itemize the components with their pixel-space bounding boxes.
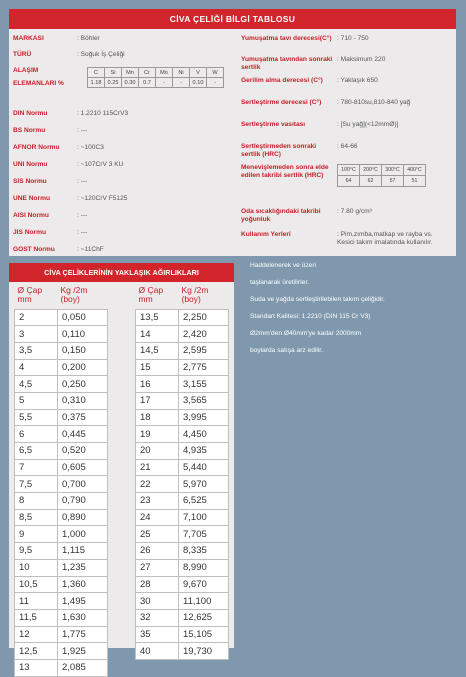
- weight-cell: 1,775: [58, 626, 108, 643]
- diameter-cell: 27: [136, 559, 179, 576]
- norm-value: : ---: [77, 178, 88, 185]
- weight-cell: 0,520: [58, 443, 108, 460]
- diameter-cell: 8,5: [15, 509, 58, 526]
- weights-table-right: [135, 285, 229, 660]
- diameter-cell: 16: [136, 376, 179, 393]
- weight-cell: 15,105: [179, 626, 229, 643]
- table-row: [136, 609, 229, 626]
- hardness-cell: 62: [360, 176, 382, 187]
- weights-header-row: [15, 285, 108, 309]
- usage-label: Kullanım Yerleri: [241, 231, 291, 238]
- hardened-hardness-row: [241, 143, 358, 158]
- table-row: [15, 609, 108, 626]
- element-value: 0.7: [139, 78, 156, 88]
- weight-cell: 3,565: [179, 392, 229, 409]
- weight-cell: 9,670: [179, 576, 229, 593]
- tempering-values-row: [338, 176, 426, 187]
- weight-header: [58, 285, 108, 309]
- weights-title: CİVA ÇELİKLERİNİN YAKLAŞIK AĞIRLIKLARI: [9, 263, 234, 282]
- weights-card: [9, 263, 234, 674]
- table-row: [15, 543, 108, 560]
- norm-row-gost: [13, 246, 104, 254]
- diameter-cell: 4: [15, 359, 58, 376]
- table-row: [15, 526, 108, 543]
- diameter-header: [136, 285, 179, 309]
- diameter-cell: 9: [15, 526, 58, 543]
- weights-header-row: [136, 285, 229, 309]
- table-row: [15, 593, 108, 610]
- diameter-cell: 23: [136, 493, 179, 510]
- diameter-header-line1: Ø Çap: [138, 285, 164, 295]
- diameter-cell: 18: [136, 409, 179, 426]
- diameter-cell: 3: [15, 326, 58, 343]
- diameter-cell: 25: [136, 526, 179, 543]
- property-label: Sertleştirmeden sonraki sertlik (HRC): [241, 143, 317, 158]
- element-value: -: [156, 78, 173, 88]
- weight-cell: 19,730: [179, 643, 229, 660]
- table-row: [15, 426, 108, 443]
- norm-value: : ---: [77, 229, 88, 236]
- table-row: [15, 559, 108, 576]
- diameter-cell: 10,5: [15, 576, 58, 593]
- table-row: [136, 493, 229, 510]
- table-row: [15, 376, 108, 393]
- diameter-cell: 5: [15, 392, 58, 409]
- weights-table-left: [14, 285, 108, 677]
- norm-label: GOST Normu: [13, 246, 55, 253]
- weight-cell: 2,250: [179, 309, 229, 326]
- diameter-cell: 7,5: [15, 476, 58, 493]
- diameter-cell: 30: [136, 593, 179, 610]
- density-label: Oda sıcaklığındaki takribi yoğunluk: [241, 208, 321, 223]
- note-line: Ø2mm'den Ø40mm'ye kadar 2000mm: [250, 330, 362, 337]
- tempering-row: [241, 164, 426, 187]
- annealing-temp-row: [241, 35, 369, 43]
- note-line: Haddelenerek ve üzeri: [250, 262, 316, 269]
- card-title: CİVA ÇELİĞİ BİLGİ TABLOSU: [9, 9, 456, 29]
- note-line: Suda ve yağda sertleştirilebilen takım çeliğidir.: [250, 296, 385, 303]
- weight-cell: 0,605: [58, 459, 108, 476]
- norm-value: : ---: [77, 212, 88, 219]
- element-value: 1.18: [88, 78, 105, 88]
- type-row: [13, 51, 125, 59]
- usage-line2: Kesici takım imalatında kullanılır.: [337, 238, 433, 246]
- table-row: [136, 526, 229, 543]
- diameter-cell: 11,5: [15, 609, 58, 626]
- type-label: TÜRÜ: [13, 51, 32, 58]
- weight-cell: 7,100: [179, 509, 229, 526]
- element-value: -: [173, 78, 190, 88]
- table-row: [136, 359, 229, 376]
- table-row: [15, 326, 108, 343]
- element-cell: C: [88, 68, 105, 78]
- weight-cell: 1,000: [58, 526, 108, 543]
- element-values-row: [88, 78, 224, 88]
- composition-label-line1: ALAŞIM: [13, 67, 39, 74]
- weight-header-line2: (boy): [181, 294, 201, 304]
- property-label: Gerilim alma derecesi (C°): [241, 77, 323, 84]
- element-cell: W: [207, 68, 224, 78]
- weight-header-line2: (boy): [60, 294, 80, 304]
- weight-cell: 0,375: [58, 409, 108, 426]
- diameter-cell: 22: [136, 476, 179, 493]
- steel-info-card: [9, 9, 456, 256]
- property-value: : Yaklaşık 650: [337, 77, 378, 84]
- weight-cell: 1,115: [58, 543, 108, 560]
- weight-cell: 6,525: [179, 493, 229, 510]
- diameter-cell: 10: [15, 559, 58, 576]
- composition-label-line2: ELEMANLARI %: [13, 79, 64, 87]
- norm-value: : 1.2210 115CrV3: [77, 110, 129, 117]
- composition-label: [13, 67, 87, 87]
- table-row: [15, 309, 108, 326]
- quench-medium-row: [241, 121, 398, 129]
- diameter-cell: 9,5: [15, 543, 58, 560]
- property-value: : 64-66: [337, 143, 358, 150]
- diameter-cell: 28: [136, 576, 179, 593]
- diameter-header-line2: mm: [138, 294, 153, 304]
- norm-value: : ~100C3: [77, 144, 104, 151]
- diameter-cell: 5,5: [15, 409, 58, 426]
- weight-cell: 2,420: [179, 326, 229, 343]
- weight-cell: 0,200: [58, 359, 108, 376]
- weight-header-line1: Kg /2m: [181, 285, 209, 295]
- norm-value: : ~107CrV 3 KU: [77, 161, 124, 168]
- norm-row-jis: [13, 229, 87, 237]
- diameter-cell: 2: [15, 309, 58, 326]
- property-value: : Maksimum 220: [337, 56, 386, 63]
- composition-table: [87, 67, 224, 88]
- weight-header: [179, 285, 229, 309]
- norm-value: : ~120CrV F5125: [77, 195, 128, 202]
- diameter-cell: 8: [15, 493, 58, 510]
- diameter-cell: 6: [15, 426, 58, 443]
- norm-label: UNI Normu: [13, 161, 48, 168]
- table-row: [136, 509, 229, 526]
- property-label: Sertleştirme derecesi (C°): [241, 99, 322, 106]
- diameter-cell: 11: [15, 593, 58, 610]
- weight-cell: 4,935: [179, 443, 229, 460]
- diameter-cell: 15: [136, 359, 179, 376]
- norm-row-afnor: [13, 144, 104, 152]
- table-row: [15, 493, 108, 510]
- tempering-label: Menevişlemeden sonra elde edilen takribi sertlik (HRC): [241, 164, 329, 179]
- diameter-cell: 21: [136, 459, 179, 476]
- diameter-cell: 35: [136, 626, 179, 643]
- element-symbols-row: [88, 68, 224, 78]
- norm-row-sis: [13, 178, 87, 186]
- property-label: Yumuşatma tavından sonraki sertlik: [241, 56, 333, 71]
- usage-row: [241, 231, 433, 246]
- table-row: [136, 376, 229, 393]
- weight-cell: 1,235: [58, 559, 108, 576]
- table-row: [136, 476, 229, 493]
- note-line: Standart Kalitesi: 1.2210 (DIN 115 Cr V3): [250, 313, 371, 320]
- weight-cell: 0,310: [58, 392, 108, 409]
- table-row: [15, 342, 108, 359]
- table-row: [136, 392, 229, 409]
- norm-row-bs: [13, 127, 87, 135]
- tempering-temps-row: [338, 165, 426, 176]
- norm-row-une: [13, 195, 127, 203]
- brand-label: MARKASI: [13, 35, 44, 42]
- diameter-header-line1: Ø Çap: [17, 285, 43, 295]
- diameter-cell: 40: [136, 643, 179, 660]
- diameter-cell: 3,5: [15, 342, 58, 359]
- element-value: 0.10: [190, 78, 207, 88]
- diameter-cell: 17: [136, 392, 179, 409]
- weight-cell: 2,775: [179, 359, 229, 376]
- weight-cell: 3,155: [179, 376, 229, 393]
- element-cell: Cr: [139, 68, 156, 78]
- brand-value: : Böhler: [77, 35, 100, 42]
- table-row: [136, 326, 229, 343]
- norm-row-uni: [13, 161, 123, 169]
- hardness-cell: 51: [404, 176, 426, 187]
- weight-cell: 0,250: [58, 376, 108, 393]
- diameter-cell: 13: [15, 659, 58, 676]
- weight-cell: 0,890: [58, 509, 108, 526]
- weight-cell: 1,360: [58, 576, 108, 593]
- table-row: [15, 392, 108, 409]
- diameter-cell: 20: [136, 443, 179, 460]
- temp-cell: 100°C: [338, 165, 360, 176]
- table-row: [15, 659, 108, 676]
- norm-value: : ---: [77, 127, 88, 134]
- diameter-cell: 14: [136, 326, 179, 343]
- type-value: : Soğuk İş Çeliği: [77, 51, 125, 58]
- diameter-cell: 32: [136, 609, 179, 626]
- norm-row-din: [13, 110, 128, 118]
- table-row: [136, 559, 229, 576]
- norm-label: DIN Normu: [13, 110, 48, 117]
- weight-cell: 1,495: [58, 593, 108, 610]
- weight-cell: 8,990: [179, 559, 229, 576]
- diameter-cell: 14,5: [136, 342, 179, 359]
- property-label: Sertleştirme vasıtası: [241, 121, 306, 128]
- table-row: [15, 626, 108, 643]
- weight-cell: 0,445: [58, 426, 108, 443]
- table-row: [15, 643, 108, 660]
- property-label: Yumuşatma tavı derecesi(C°): [241, 35, 332, 42]
- brand-row: [13, 35, 100, 43]
- norm-label: BS Normu: [13, 127, 46, 134]
- table-row: [136, 576, 229, 593]
- diameter-header: [15, 285, 58, 309]
- note-line: boylarda satışa arz edilir.: [250, 347, 323, 354]
- weight-cell: 3,995: [179, 409, 229, 426]
- weights-body-left: [15, 309, 108, 676]
- element-cell: Si: [105, 68, 122, 78]
- weights-body-right: [136, 309, 229, 659]
- weight-cell: 4,450: [179, 426, 229, 443]
- table-row: [136, 593, 229, 610]
- hardness-cell: 57: [382, 176, 404, 187]
- stress-relief-row: [241, 77, 378, 85]
- table-row: [15, 576, 108, 593]
- composition-row: [13, 67, 224, 88]
- norm-row-aisi: [13, 212, 87, 220]
- property-value: : 780-810su,810-840 yağ: [337, 99, 411, 106]
- usage-line1: : Pim,zımba,matkap ve rayba vs.: [337, 231, 433, 238]
- diameter-cell: 26: [136, 543, 179, 560]
- hardness-cell: 64: [338, 176, 360, 187]
- norm-label: UNE Normu: [13, 195, 50, 202]
- temp-cell: 200°C: [360, 165, 382, 176]
- diameter-cell: 12,5: [15, 643, 58, 660]
- weight-cell: 2,085: [58, 659, 108, 676]
- table-row: [136, 426, 229, 443]
- diameter-header-line2: mm: [17, 294, 32, 304]
- table-row: [15, 509, 108, 526]
- diameter-cell: 12: [15, 626, 58, 643]
- temp-cell: 400°C: [404, 165, 426, 176]
- weight-cell: 5,440: [179, 459, 229, 476]
- note-line: taşlanarak üretilirler.: [250, 279, 310, 286]
- table-row: [15, 443, 108, 460]
- element-value: 0.30: [122, 78, 139, 88]
- diameter-cell: 6,5: [15, 443, 58, 460]
- weight-cell: 2,595: [179, 342, 229, 359]
- element-cell: V: [190, 68, 207, 78]
- weight-cell: 0,790: [58, 493, 108, 510]
- table-row: [136, 443, 229, 460]
- diameter-cell: 19: [136, 426, 179, 443]
- weight-cell: 12,625: [179, 609, 229, 626]
- density-row: [241, 208, 372, 223]
- weight-cell: 0,110: [58, 326, 108, 343]
- weight-cell: 11,100: [179, 593, 229, 610]
- element-value: -: [207, 78, 224, 88]
- norm-value: : ~11ChF: [77, 246, 104, 253]
- weight-cell: 5,970: [179, 476, 229, 493]
- table-row: [136, 459, 229, 476]
- diameter-cell: 7: [15, 459, 58, 476]
- element-cell: Mo: [156, 68, 173, 78]
- temp-cell: 300°C: [382, 165, 404, 176]
- diameter-cell: 4,5: [15, 376, 58, 393]
- tempering-table: [337, 164, 426, 187]
- property-value: : [Su yağ](<12mmØ)]: [337, 121, 399, 128]
- table-row: [15, 359, 108, 376]
- weight-header-line1: Kg /2m: [60, 285, 88, 295]
- weight-cell: 8,335: [179, 543, 229, 560]
- property-value: : 710 - 750: [337, 35, 369, 42]
- norm-label: SIS Normu: [13, 178, 47, 185]
- weight-cell: 7,705: [179, 526, 229, 543]
- diameter-cell: 13,5: [136, 309, 179, 326]
- norm-label: JIS Normu: [13, 229, 46, 236]
- element-cell: Ni: [173, 68, 190, 78]
- weight-cell: 0,700: [58, 476, 108, 493]
- weight-cell: 0,150: [58, 342, 108, 359]
- table-row: [136, 543, 229, 560]
- weight-cell: 0,050: [58, 309, 108, 326]
- table-row: [136, 409, 229, 426]
- hardening-temp-row: [241, 99, 410, 107]
- table-row: [136, 342, 229, 359]
- usage-value: [337, 231, 433, 246]
- diameter-cell: 24: [136, 509, 179, 526]
- table-row: [136, 309, 229, 326]
- table-row: [136, 643, 229, 660]
- element-cell: Mn: [122, 68, 139, 78]
- weight-cell: 1,925: [58, 643, 108, 660]
- table-row: [15, 459, 108, 476]
- element-value: 0.25: [105, 78, 122, 88]
- table-row: [136, 626, 229, 643]
- norm-label: AFNOR Normu: [13, 144, 60, 151]
- density-value: : 7.80 g/cm³: [337, 208, 372, 215]
- annealed-hardness-row: [241, 56, 385, 71]
- table-row: [15, 476, 108, 493]
- table-row: [15, 409, 108, 426]
- norm-label: AISI Normu: [13, 212, 49, 219]
- weight-cell: 1,630: [58, 609, 108, 626]
